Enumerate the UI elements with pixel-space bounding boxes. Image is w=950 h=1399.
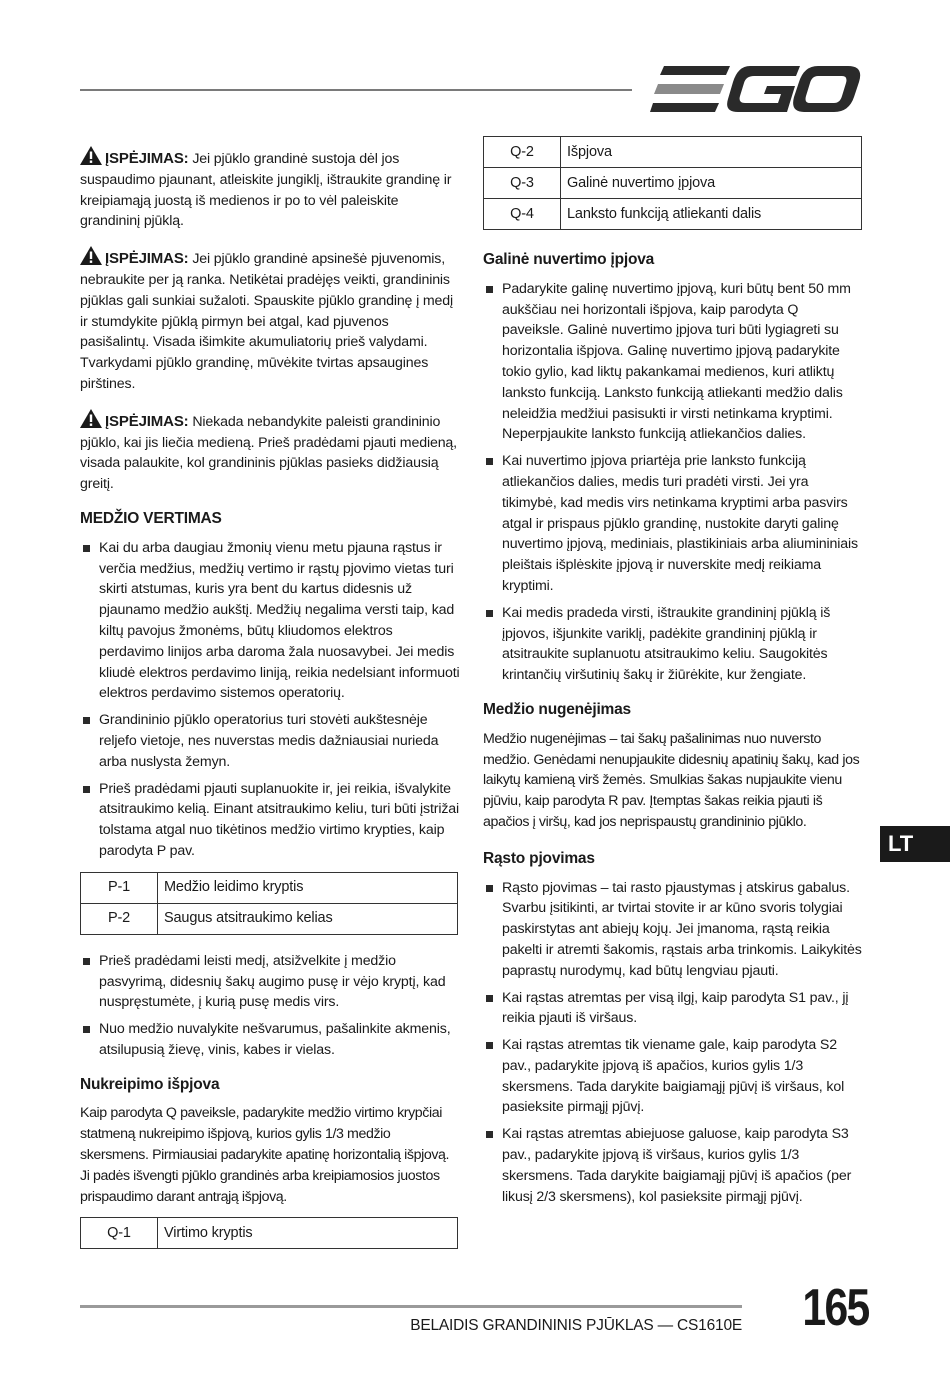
legend-code: P-2 — [81, 903, 158, 934]
warning-text: Niekada nebandykite paleisti grandininio pjūklo, kai jis liečia medieną. Prieš pradėdami pjauti medieną, visada palaukite, kol grandininis pjūklas pasieks didžiausią greitį. — [80, 413, 457, 493]
ego-logo — [650, 66, 862, 112]
legend-label: Galinė nuvertimo įpjova — [561, 168, 862, 199]
legend-label: Virtimo kryptis — [158, 1218, 458, 1249]
warning-triangle-icon — [80, 146, 102, 165]
section-heading-bucking: Rąsto pjovimas — [483, 849, 595, 867]
table-row — [484, 137, 862, 168]
figure-q-legend-table-continued — [483, 136, 862, 230]
page-number: 165 — [802, 1279, 869, 1337]
legend-code: Q-2 — [484, 137, 561, 168]
legend-code: Q-3 — [484, 168, 561, 199]
figure-q-legend-table — [80, 1217, 458, 1249]
list-item: Kai rąstas atremtas abiejuose galuose, kaip parodyta S3 pav., padarykite įpjovą iš viršaus, kurios gylis 1/3 skersmens. Tada darykite baigiamąjį pjūvį iš apačios (per likusį 2/3 skersmens), kol pasieksite pirmąjį pjūvį. — [483, 1124, 863, 1207]
language-tab: LT — [880, 826, 950, 862]
list-item: Nuo medžio nuvalykite nešvarumus, pašalinkite akmenis, atsilupusią žievę, vinis, kabes ir vielas. — [80, 1019, 460, 1061]
table-row — [81, 903, 458, 934]
limbing-paragraph: Medžio nugenėjimas – tai šakų pašalinimas nuo nuversto medžio. Genėdami nenupjaukite didesnių apatinių šakų, kad jos laikytų kamieną virš žemės. Smulkias šakas nupjaukite vienu pjūviu, kaip parodyta R pav. Įtemptas šakas reikia pjauti iš apačios į viršų, kad jos neprispaustų grandininio pjūklo. — [483, 730, 860, 830]
section-heading-limbing: Medžio nugenėjimas — [483, 700, 631, 718]
legend-code: Q-4 — [484, 199, 561, 230]
list-item: Prieš pradėdami pjauti suplanuokite ir, jei reikia, išvalykite atsitraukimo kelią. Einant atsitraukimo keliu, turi būti įstrižai tolstama atgal nuo tikėtinos medžio virtimo krypties, kaip parodyta P pav. — [80, 779, 460, 862]
back-cut-bullet-list — [483, 279, 863, 686]
legend-label: Lanksto funkciją atliekanti dalis — [561, 199, 862, 230]
legend-code: P-1 — [81, 872, 158, 903]
list-item: Kai nuvertimo įpjova priartėja prie lanksto funkciją atliekančios dalies, medis turi pradėti virsti. Jei yra tikimybė, kad medis virs netinkama kryptimi arba pasvirs atgal ir prispaus pjūklo grandinę, nustokite daryti galinę nuvertimo įpjovą, mediniais, plastikiniais arba aliumininiais pleištais išplėskite įpjovą ir nuverskite medį reikiama kryptimi. — [483, 451, 863, 597]
legend-label: Saugus atsitraukimo kelias — [158, 903, 458, 934]
warning-text: Jei pjūklo grandinė sustoja dėl jos suspaudimo pjaunant, atleiskite jungiklį, ištraukite grandinę ir kreipiamąją juostą iš medienos ir po to vėl paleiskite grandininį pjūklą. — [80, 151, 452, 230]
table-row — [484, 199, 862, 230]
footer-title: BELAIDIS GRANDININIS PJŪKLAS — CS1610E — [410, 1317, 742, 1334]
right-column — [483, 136, 863, 1213]
warning-heading: ĮSPĖJIMAS: — [105, 250, 189, 268]
footer-rule — [80, 1305, 742, 1308]
list-item: Prieš pradėdami leisti medį, atsižvelkite į medžio pasvyrimą, didesnių šakų augimo pusę ir vėjo kryptį, kad nuspręstumėte, į kurią pusę medis virs. — [80, 951, 460, 1013]
list-item: Grandininio pjūklo operatorius turi stovėti aukštesnėje reljefo vietoje, nes nuverstas medis dažniausiai nurieda arba nuslysta žemyn. — [80, 710, 460, 772]
legend-label: Išpjova — [561, 137, 862, 168]
section-heading-back-cut: Galinė nuvertimo įpjova — [483, 251, 655, 268]
bucking-bullet-list — [483, 878, 863, 1208]
warning-triangle-icon — [80, 246, 102, 265]
legend-code: Q-1 — [81, 1218, 158, 1249]
list-item: Rąsto pjovimas – tai rasto pjaustymas į atskirus gabalus. Svarbu įsitikinti, ar tvirtai stovite ir ar kūno svoris tolygiai paskirstytas ant abiejų kojų. Jei įmanoma, rąstą reikia pakelti ir atremti šakomis, rąstais arba trinkomis. Laikykitės paprastų nurodymų, kad būtų lengviau pjauti. — [483, 878, 863, 982]
warning-heading: ĮSPĖJIMAS: — [105, 150, 189, 167]
warning-heading: ĮSPĖJIMAS: — [105, 412, 189, 430]
warning-paragraph — [80, 246, 460, 395]
warning-triangle-icon — [80, 409, 102, 428]
list-item: Padarykite galinę nuvertimo įpjovą, kuri būtų bent 50 mm aukščiau nei horizontali išpjova, kaip parodyta Q paveiksle. Galinė nuvertimo įpjova turi būti lygiagreti su horizontalia išpjova. Galinę nuvertimo įpjovą padarykite tokio gylio, kad liktų pakankamai medienos, kuri atliktų lanksto funkciją. Lanksto funkciją atliekanti medžio dalis neleidžia medžiui pasisukti ir virsti netinkama kryptimi. Neperpjaukite lanksto funkciją atliekančios dalies. — [483, 279, 863, 445]
felling-bullet-list — [80, 538, 460, 862]
table-row — [81, 1218, 458, 1249]
section-heading-felling: MEDŽIO VERTIMAS — [80, 509, 222, 527]
table-row — [484, 168, 862, 199]
list-item: Kai du arba daugiau žmonių vienu metu pjauna rąstus ir verčia medžius, medžių vertimo ir rąstų pjovimo vietas turi skirti atstumas, kuris yra bent du kartus didesnis už pjaunamo medžio aukštį. Medžių negalima versti taip, kad kiltų pavojus žmonėms, būtų kliudomos elektros perdavimo linijos arba daroma žala nuosavybei. Jei medis kliudė elektros perdavimo liniją, reikia nedelsiant informuoti elektros perdavimo sistemos operatorių. — [80, 538, 460, 704]
legend-label: Medžio leidimo kryptis — [158, 872, 458, 903]
list-item: Kai rąstas atremtas tik viename gale, kaip parodyta S2 pav., padarykite įpjovą iš apačios, kurios gylis 1/3 skersmens. Tada darykite baigiamąjį pjūvį iš viršaus, kol pasieksite pirmąjį pjūvį. — [483, 1035, 863, 1118]
warning-paragraph — [80, 146, 460, 232]
list-item: Kai rąstas atremtas per visą ilgį, kaip parodyta S1 pav., jį reikia pjauti iš viršaus. — [483, 988, 863, 1030]
notch-paragraph: Kaip parodyta Q paveiksle, padarykite medžio virtimo krypčiai statmeną nukreipimo išpjovą, kurios gylis 1/3 medžio skersmens. Pirmiausiai padarykite apatinę horizontalią išpjovą. Ji padės išvengti pjūklo grandinės arba kreipiamosios juostos prispaudimo darant antrąją išpjovą. — [80, 1105, 450, 1205]
header-rule — [80, 89, 632, 91]
left-column — [80, 146, 460, 1265]
section-heading-notch: Nukreipimo išpjova — [80, 1075, 220, 1093]
table-row — [81, 872, 458, 903]
felling-bullet-list-2 — [80, 951, 460, 1061]
list-item: Kai medis pradeda virsti, ištraukite grandininį pjūklą iš įpjovos, išjunkite variklį, padėkite grandininį pjūklą ir atsitraukite suplanuotu atsitraukimo keliu. Saugokitės krintančių viršutinių šakų ir žiūrėkite, kur žengiate. — [483, 603, 863, 686]
figure-p-legend-table — [80, 872, 458, 935]
warning-paragraph — [80, 409, 460, 495]
warning-text: Jei pjūklo grandinė apsinešė pjuvenomis, nebraukite per ją ranka. Netikėtai pradėjęs veikti, grandininis pjūklas gali sunkiai sužaloti. Spauskite pjūklo grandinę į medį ir stumdykite pjūklą pirmyn bei atgal, kad pjuvenos pasišalintų. Visada išimkite akumuliatorių prieš valydami. Tvarkydami pjūklo grandinę, mūvėkite tvirtas apsaugines pirštines. — [80, 251, 454, 392]
